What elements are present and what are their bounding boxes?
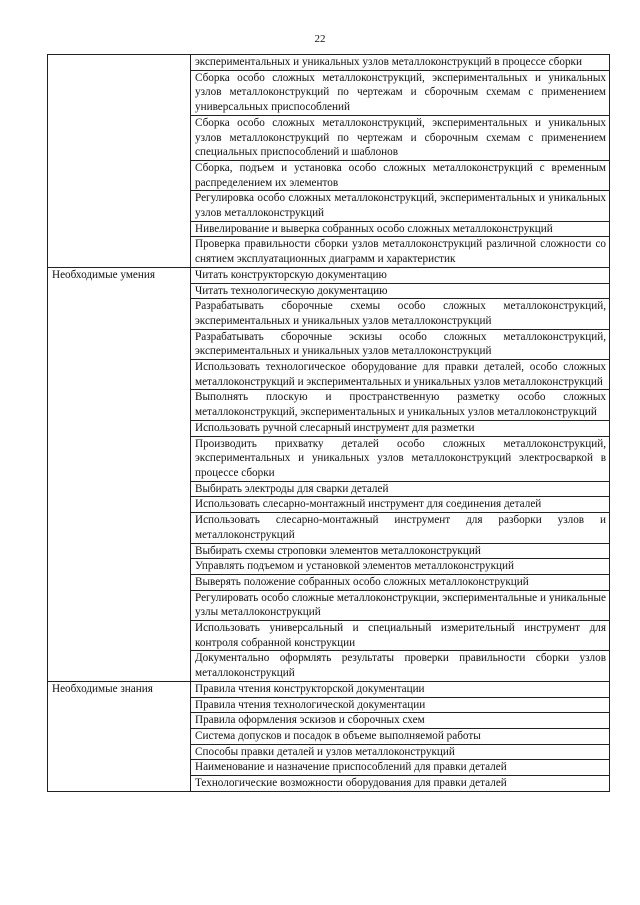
requirement-item: Выполнять плоскую и пространственную разметку особо сложных металлоконструкций, экспериментальных и уникальных узлов металлоконструкций	[191, 390, 610, 420]
requirement-item: Использовать слесарно-монтажный инструмент для разборки узлов и металлоконструкций	[191, 513, 610, 543]
requirements-table	[47, 54, 610, 792]
requirement-item: Регулировать особо сложные металлоконструкции, экспериментальные и уникальные узлы металлоконструкций	[191, 590, 610, 620]
requirement-item: Использовать слесарно-монтажный инструмент для соединения деталей	[191, 497, 610, 513]
requirement-item: Правила чтения конструкторской документации	[191, 681, 610, 697]
requirement-item: Производить прихватку деталей особо сложных металлоконструкций, экспериментальных и уникальных узлов металлоконструкций электросваркой в процессе сборки	[191, 436, 610, 481]
requirement-item: Сборка особо сложных металлоконструкций, экспериментальных и уникальных узлов металлоконструкций по чертежам и сборочным схемам с применением универсальных приспособлений	[191, 70, 610, 115]
requirement-item: Разрабатывать сборочные эскизы особо сложных металлоконструкций, экспериментальных и уникальных узлов металлоконструкций	[191, 329, 610, 359]
requirement-item: Сборка, подъем и установка особо сложных металлоконструкций с временным распределением их элементов	[191, 160, 610, 190]
requirement-item: Наименование и назначение приспособлений для правки деталей	[191, 760, 610, 776]
section-label	[48, 55, 191, 268]
requirement-item: Управлять подъемом и установкой элементов металлоконструкций	[191, 559, 610, 575]
requirement-item: Регулировка особо сложных металлоконструкций, экспериментальных и уникальных узлов металлоконструкций	[191, 191, 610, 221]
requirement-item: экспериментальных и уникальных узлов металлоконструкций в процессе сборки	[191, 55, 610, 71]
table-row	[48, 681, 610, 697]
requirement-item: Сборка особо сложных металлоконструкций, экспериментальных и уникальных узлов металлоконструкций по чертежам и сборочным схемам с применением специальных приспособлений и шаблонов	[191, 115, 610, 160]
requirement-item: Использовать ручной слесарный инструмент для разметки	[191, 420, 610, 436]
table-row	[48, 267, 610, 283]
requirement-item: Использовать технологическое оборудование для правки деталей, особо сложных металлоконструкций и экспериментальных и уникальных узлов металлоконструкций	[191, 360, 610, 390]
requirement-item: Выбирать электроды для сварки деталей	[191, 481, 610, 497]
table-row	[48, 55, 610, 71]
requirement-item: Проверка правильности сборки узлов металлоконструкций различной сложности со снятием эксплуатационных диаграмм и характеристик	[191, 237, 610, 267]
requirement-item: Технологические возможности оборудования для правки деталей	[191, 776, 610, 792]
requirement-item: Выбирать схемы строповки элементов металлоконструкций	[191, 543, 610, 559]
requirement-item: Разрабатывать сборочные схемы особо сложных металлоконструкций, экспериментальных и уникальных узлов металлоконструкций	[191, 299, 610, 329]
requirement-item: Система допусков и посадок в объеме выполняемой работы	[191, 728, 610, 744]
requirement-item: Нивелирование и выверка собранных особо сложных металлоконструкций	[191, 221, 610, 237]
requirement-item: Использовать универсальный и специальный измерительный инструмент для контроля собранной конструкции	[191, 621, 610, 651]
page-number: 22	[314, 33, 326, 45]
requirement-item: Читать технологическую документацию	[191, 283, 610, 299]
requirement-item: Правила оформления эскизов и сборочных схем	[191, 713, 610, 729]
requirement-item: Выверять положение собранных особо сложных металлоконструкций	[191, 574, 610, 590]
requirement-item: Способы правки деталей и узлов металлоконструкций	[191, 744, 610, 760]
requirement-item: Читать конструкторскую документацию	[191, 267, 610, 283]
section-label: Необходимые знания	[48, 681, 191, 791]
section-label: Необходимые умения	[48, 267, 191, 681]
requirement-item: Документально оформлять результаты проверки правильности сборки узлов металлоконструкций	[191, 651, 610, 681]
requirement-item: Правила чтения технологической документации	[191, 697, 610, 713]
